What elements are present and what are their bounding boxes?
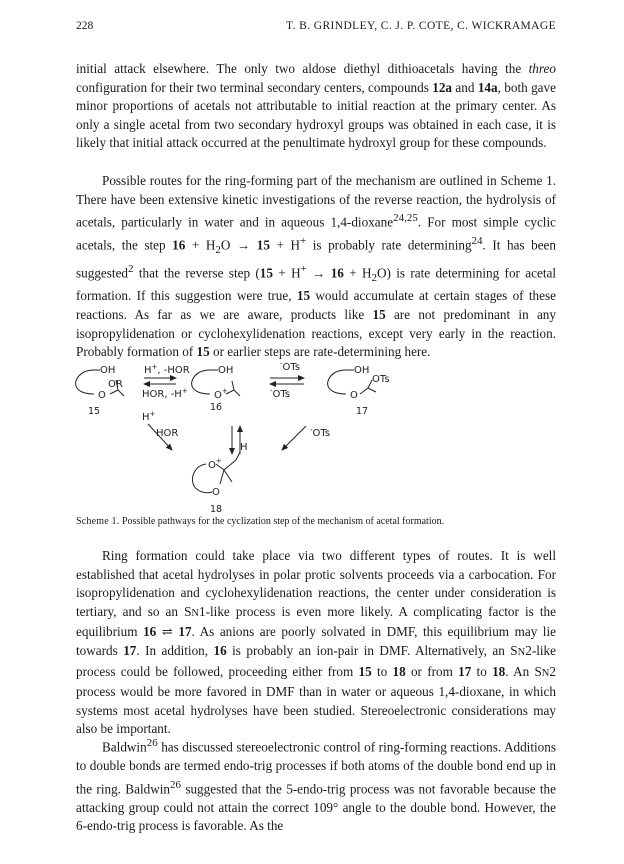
compound-ref: 17 [123,642,137,658]
compound-ref: 18 [492,663,506,679]
bond [110,390,118,394]
text-run: ⇌ [156,624,179,640]
compound-ref: 16 [213,642,227,658]
bond [118,390,124,396]
text-run: Ring formation could take place via two different types of routes. It is well established that acetal hydrolyses in polar protic solvents proceeds via a carbocation. For isopropylidenation and cyclohexylidenation reactions, the center under consideration is tertiary, and so an S [76,548,556,619]
bond [236,452,240,460]
superscript: + [299,235,307,248]
text-run: . As anions are poorly solvated in DMF, this equilibrium may lie towards [76,624,556,658]
compound-ref: 17 [178,624,192,640]
label-h-plus: H+ [142,410,156,423]
text-run: + H [185,237,216,253]
compound-ref: 15 [259,265,273,281]
text-run: , both gave minor proportions of acetals not attributable to initial reaction at the primary center. As only a single acetal from two secondary hydroxyl groups was obtained in each case, it is likely that initial attack occurred at the penultimate hydroxyl group for these compounds. [76,79,556,151]
compound-ref: 16 [330,265,344,281]
text-run: or from [405,663,459,679]
text-run: to [471,663,493,679]
caption-label: Scheme 1. [76,516,120,527]
compound-number-16: 16 [210,402,223,413]
caption-text: Possible pathways for the cyclization step of the mechanism of acetal formation. [119,516,445,527]
arrow-17-to-18 [282,426,306,450]
compound-ref: 18 [392,663,406,679]
label-ots-bottom: -OTs [270,387,291,400]
text-run: are not predominant in any isopropylidenation or cyclohexylidenation reactions, except very early in the reaction. Probably formation of [76,307,556,360]
reaction-scheme-svg [60,340,580,518]
text-run: is probably rate determining [306,237,472,253]
subscript: 2 [215,244,221,257]
scheme-1-figure [60,340,580,518]
bond [234,390,240,396]
bond [232,381,234,390]
bond [220,470,224,484]
page-number: 228 [76,20,94,32]
compound-ref: 14a [477,79,498,95]
running-head-authors: T. B. GRINDLEY, C. J. P. COTE, C. WICKRAMAGE [286,20,556,32]
label-h: H [240,442,248,453]
text-run: initial attack elsewhere. The only two aldose diethyl dithioacetals having the [76,61,529,76]
ring-chain-17 [328,370,346,394]
reagent-top: H+, -HOR [144,363,190,376]
citation: 26 [170,778,181,791]
text-run: . An S [505,663,542,679]
text-run: + H [343,265,372,281]
ring-chain-15 [76,370,94,394]
compound-ref: 15 [196,344,210,360]
compound-number-18: 18 [210,504,223,515]
label-o: O [350,390,358,401]
text-run: → [306,265,331,281]
label-oh: OH [354,365,370,376]
subscript: 2 [371,271,378,284]
text-run: Baldwin [102,739,147,755]
text-run: Possible routes for the ring-forming part of the mechanism are outlined in Scheme 1. There have been extensive kinetic investigations of the reverse reaction, the hydrolysis of acetals, particularly in water and in aqueous 1,4-dioxane [76,173,556,230]
text-run: or earlier steps are rate-determining here. [209,344,431,360]
citation: 26 [146,737,158,749]
compound-ref: 16 [143,624,157,640]
paragraph-4 [76,734,556,836]
text-run: suggested that the 5-endo-trig process was not favorable because the attacking group could not attain the correct 109° angle to the double bond. However, the 6-endo-trig process is favorable. As the [76,780,557,834]
bond [224,460,236,470]
citation: 24,25 [393,212,418,225]
text-run: 2-like process could be followed, proceeding either from [76,642,556,679]
text-run: O → [220,237,257,253]
label-o-plus: O+ [214,387,228,401]
label-oh: OH [218,365,234,376]
text-run: . It has been suggested [76,237,557,281]
label-ots-down: -OTs [310,426,331,439]
superscript: + [300,262,307,275]
label-o: O [212,487,220,498]
small-caps-n: N [517,646,526,658]
text-run: . In addition, [136,642,214,658]
italic-term: threo [528,61,556,76]
text-run: would accumulate at certain stages of these reactions. As far as we are aware, products like [76,288,556,323]
compound-number-17: 17 [356,406,369,417]
label-or: OR [108,379,123,390]
scheme-caption [76,516,556,527]
label-hor: HOR [156,428,179,439]
compound-ref: 15 [358,663,372,679]
text-run: to [371,663,393,679]
citation: 2 [128,262,134,275]
text-run: 2 process would be more favored in DMF than in water or aqueous 1,4-dioxane, in which systems most acetal hydrolyses have been studied. Stereoelectronic considerations may also be important. [76,663,556,737]
paragraph-2 [76,172,556,362]
text-run: + H [269,237,300,253]
text-run: . For most simple cyclic acetals, the step [76,214,556,253]
label-oh: OH [100,365,116,376]
small-caps-n: N [191,607,199,619]
bond [224,470,232,482]
text-run: 1-like process is even more likely. A complicating factor is the equilibrium [76,603,556,640]
compound-ref: 15 [372,307,386,323]
label-ots-top: -OTs [280,360,301,373]
label-ots: OTs [372,374,390,385]
compound-number-15: 15 [88,406,101,417]
text-run: O) is rate determining for acetal formation. If this suggestion were true, [76,265,556,304]
text-run: + H [272,265,301,281]
text-run: has discussed stereoelectronic control of ring-forming reactions. Additions to double bonds are termed endo-trig processes if both atoms of the double bond end up in the ring. Baldwin [76,739,556,796]
compound-ref: 17 [458,663,472,679]
text-run: is probably an ion-pair in DMF. Alternatively, an S [226,642,518,658]
ring-chain-16 [192,370,210,394]
compound-ref: 15 [296,288,311,304]
running-header [76,20,556,36]
label-o: O [98,390,106,401]
paragraph-3 [76,547,556,739]
label-o-plus: O+ [208,457,222,471]
reagent-bottom: HOR, -H+ [142,387,188,400]
compound-ref: 16 [172,237,186,253]
bond [368,388,376,392]
text-run: and [452,79,478,95]
text-run: configuration for their two terminal secondary centers, compounds [76,79,433,95]
compound-ref: 12a [432,79,453,95]
small-caps-n: N [541,667,550,679]
text-run: that the reverse step ( [133,265,260,281]
citation: 24 [471,235,483,248]
compound-ref: 15 [256,237,270,253]
bond [360,388,368,394]
paragraph-1 [76,60,556,153]
